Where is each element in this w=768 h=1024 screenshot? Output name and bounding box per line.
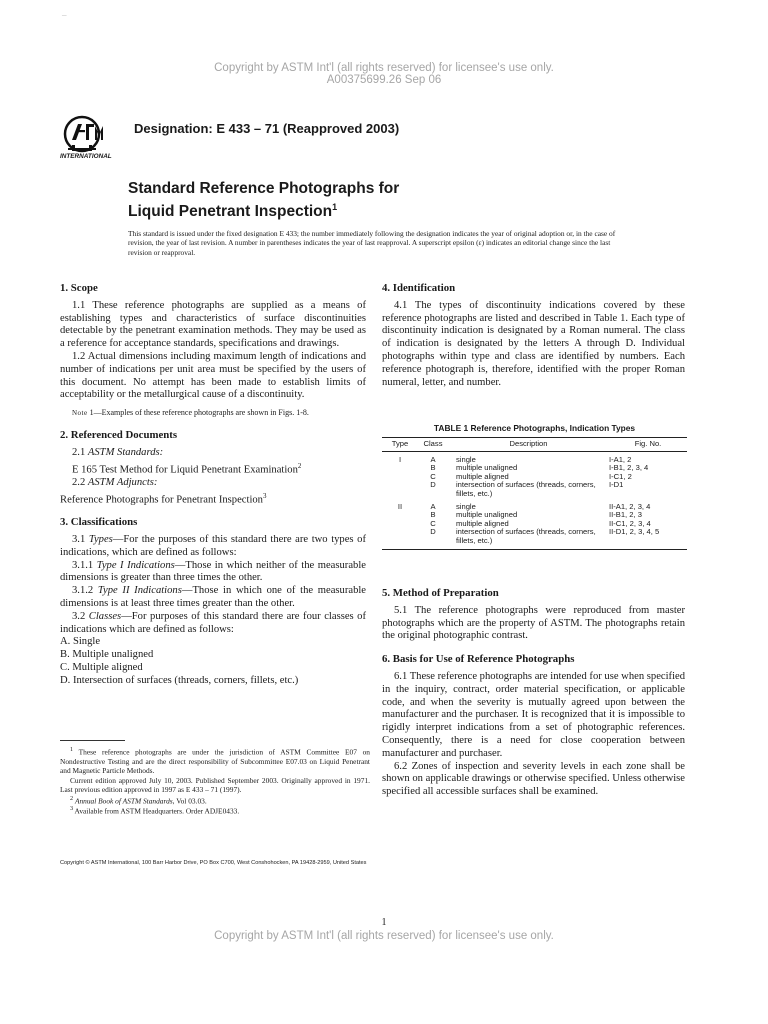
table-cell-description: multiple unaligned (456, 510, 518, 520)
title-line-2-text: Liquid Penetrant Inspection (128, 203, 333, 221)
section-6-2: 6.2 Zones of inspection and severity levels in each zone shall be shown on applicable drawings or otherwise specified. Unless otherwise specified all accessible surfaces shall be examined. (382, 760, 685, 798)
section-2-2 (60, 477, 366, 490)
class-list-item: A. Single (60, 636, 101, 648)
title-line-1: Standard Reference Photographs for (128, 180, 400, 197)
section-3-1-2-num: 3.1.2 (72, 585, 94, 597)
section-2-2-num: 2.2 (72, 477, 86, 489)
reference-e165 (60, 460, 366, 477)
logo-international-text: INTERNATIONAL (60, 153, 112, 160)
left-column (60, 282, 366, 688)
section-3-1-1-term: Type I Indications (96, 559, 175, 571)
reference-adjunct (60, 490, 366, 507)
table-cell-description: multiple aligned (456, 518, 509, 528)
reference-adjunct-sup: 3 (262, 491, 267, 500)
section-4-1: 4.1 The types of discontinuity indications covered by these reference photographs are listed and described in Table 1. Each type of discontinuity indication is designated by a Roman numeral. The class of indication is designated by the letters A through D. Individual photographs within type and class are identified by numbers. Each reference photograph is, therefore, identified with the proper Roman numeral, letter, and number. (382, 299, 685, 388)
title-line-2 (128, 198, 399, 221)
note-text: 1—Examples of these reference photographs are shown in Figs. 1-8. (89, 408, 309, 418)
class-list-item: C. Multiple aligned (60, 661, 143, 673)
table-header-fig: Fig. No. (609, 438, 687, 452)
table-cell-fig: II-C1, 2, 3, 4 (609, 518, 651, 528)
section-1-heading: 1. Scope (60, 282, 98, 294)
section-3-1-2 (60, 585, 366, 611)
table-cell-class: A (430, 501, 436, 511)
table-cell-description: multiple unaligned (456, 463, 518, 473)
section-3-1-2-text: —Those in which one of the measurable dimensions is at least three times greater than the other. (60, 585, 367, 609)
footnote-1 (60, 746, 370, 776)
reference-adjunct-text: Reference Photographs for Penetrant Inspection (60, 494, 263, 506)
note-label: Note (72, 409, 88, 418)
section-3-2 (60, 611, 366, 637)
section-6-heading: 6. Basis for Use of Reference Photographs (382, 653, 575, 666)
section-5-heading: 5. Method of Preparation (382, 587, 499, 599)
copyright-footer: Copyright © ASTM International, 100 Barr Harbor Drive, PO Box C700, West Conshohocken, PA 19428-2959, United States (60, 860, 367, 866)
section-3-1-term: Types (88, 534, 113, 546)
table-cell-fig: II-A1, 2, 3, 4 (609, 501, 651, 511)
table-cell-fig: I-D1 (609, 480, 624, 490)
section-3-2-term: Classes (88, 610, 122, 622)
table-row (382, 528, 687, 549)
watermark-line-2: A00375699.26 Sep 06 (326, 74, 442, 86)
table-cell-description: single (456, 454, 476, 464)
section-3-1-num: 3.1 (72, 534, 86, 546)
intro-paragraph: This standard is issued under the fixed designation E 433; the number immediately following the designation indicates the year of original adoption or, in the case of revision, the year of last revision. A number in parentheses indicates the year of last reapproval. A superscript epsilon (ε) indicates an editorial change since the last revision or reapproval. (128, 229, 616, 257)
section-2-2-title: ASTM Adjuncts: (87, 477, 158, 489)
section-3-heading: 3. Classifications (60, 516, 138, 529)
table-cell-type (382, 511, 418, 520)
section-5-1: 5.1 The reference photographs were reproduced from master photographs which are the property of ASTM. The photographs retain the original photographic contrast. (382, 604, 685, 642)
section-2-heading: 2. Referenced Documents (60, 429, 178, 442)
reference-e165-text: E 165 Test Method for Liquid Penetrant Examination (72, 464, 298, 476)
table-cell-type (382, 481, 418, 498)
section-4-heading: 4. Identification (382, 282, 456, 294)
table-cell-description: intersection of surfaces (threads, corners, fillets, etc.) (456, 480, 596, 498)
footnote-3 (60, 805, 370, 816)
section-3-2-text: —For purposes of this standard there are four classes of indications which are defined as follows: (60, 610, 366, 635)
footnote-divider (60, 740, 125, 741)
section-3-1-text: —For the purposes of this standard there are two types of indications, which are defined as follows: (60, 534, 366, 558)
watermark-line-1: Copyright by ASTM Int'l (all rights reserved) for licensee's use only. (214, 62, 554, 74)
table-cell-class: D (418, 528, 448, 549)
table-cell-fig: I-A1, 2 (609, 454, 632, 464)
section-3-1-1-num: 3.1.1 (72, 559, 94, 571)
section-3-2-num: 3.2 (72, 610, 86, 622)
table-cell-class: B (430, 510, 436, 520)
table-cell-type: I (398, 454, 402, 464)
right-column-top (382, 282, 685, 389)
table-cell-class: D (430, 480, 436, 490)
table-cell-fig: I-B1, 2, 3, 4 (609, 463, 649, 473)
designation: Designation: E 433 – 71 (Reapproved 2003) (134, 121, 400, 136)
table-header-row (382, 438, 687, 452)
section-2-1-title: ASTM Standards: (87, 446, 164, 458)
table-cell-description: single (456, 501, 476, 511)
footnote-2-rest: , Vol 03.03. (172, 795, 207, 805)
section-3-1-2-term: Type II Indications (97, 585, 182, 597)
section-3-1-1-text: —Those in which neither of the measurable dimensions is greater than three times the other. (60, 559, 366, 584)
table-cell-fig: I-C1, 2 (609, 471, 632, 481)
reference-e165-sup: 2 (297, 461, 302, 470)
table-cell-type (382, 464, 418, 473)
class-list-item: D. Intersection of surfaces (threads, corners, fillets, etc.) (60, 674, 299, 686)
astm-logo (60, 114, 124, 164)
section-3-1 (60, 534, 366, 560)
page-number: 1 (381, 917, 387, 928)
table-cell-type (382, 520, 418, 529)
footnote-2-title: Annual Book of ASTM Standards (74, 795, 173, 805)
table-cell-class: C (430, 471, 436, 481)
footnote-1b: Current edition approved July 10, 2003. Published September 2003. Originally approved in 1971. Last previous edition approved in 1997 as E 433 – 71 (1997). (60, 775, 370, 795)
footnote-3-mark: 3 (70, 806, 74, 813)
section-2-1 (60, 447, 366, 460)
table-header-type: Type (382, 438, 418, 452)
footnote-1-mark: 1 (70, 747, 74, 753)
table-header-description: Description (448, 438, 609, 452)
table-cell-type: II (397, 501, 403, 511)
reference-photographs-table (382, 437, 687, 550)
table-cell-class: C (430, 518, 436, 528)
table-row (382, 464, 687, 473)
class-list-item: B. Multiple unaligned (60, 649, 154, 661)
section-6-1: 6.1 These reference photographs are intended for use when specified in the inquiry, contract, order material specification, or applicable code, and when the severity is mutually agreed upon between the manufacturer and the purchaser. It is recognized that it is impossible to rigidly interpret indications from a set of photographic references. Consequently, there is a need for close cooperation between manufacturer and purchaser. (382, 670, 686, 759)
footnote-2-mark: 2 (70, 795, 74, 802)
footnote-1-text: These reference photographs are under the jurisdiction of ASTM Committee E07 on Nondestructive Testing and are the direct responsibility of Subcommittee E07.03 on Liquid Penetrant and Magnetic Particle Methods. (60, 747, 370, 776)
section-1-2: 1.2 Actual dimensions including maximum length of indications and number of indications per unit area must be specified by the users of this document. No attempt has been made to establish limits of acceptability or the metallurgical cause of a discontinuity. (60, 350, 366, 401)
corner-mark: – (62, 10, 67, 20)
section-2-1-num: 2.1 (72, 446, 86, 458)
table-cell-description: multiple aligned (456, 471, 509, 481)
right-column-bottom (382, 587, 685, 799)
table-cell-class: B (430, 463, 436, 473)
page-title (128, 180, 399, 221)
table-cell-type (382, 528, 418, 549)
section-1-1: 1.1 These reference photographs are supplied as a means of establishing types and characteristics of surface discontinuities detectable by the penetrant examination methods. They may be used as a reference for acceptance standards, specifications and drawings. (60, 299, 366, 350)
table-cell-fig: II-D1, 2, 3, 4, 5 (609, 528, 687, 549)
note-1 (60, 408, 366, 418)
title-footnote-ref: 1 (332, 202, 338, 212)
section-3-1-1 (60, 560, 366, 586)
table-title: TABLE 1 Reference Photographs, Indication Types (433, 423, 636, 433)
table-row (382, 481, 687, 498)
footnotes (60, 746, 370, 816)
watermark-bottom: Copyright by ASTM Int'l (all rights reserved) for licensee's use only. (214, 930, 554, 942)
table-cell-type (382, 473, 418, 482)
footnote-2 (60, 795, 370, 806)
table-cell-class: A (430, 454, 436, 464)
table-header-class: Class (418, 438, 448, 452)
table-cell-fig: II-B1, 2, 3 (609, 510, 642, 520)
table-cell-description: intersection of surfaces (threads, corners, fillets, etc.) (448, 528, 609, 549)
watermark-top (0, 62, 768, 86)
footnote-3-text: Available from ASTM Headquarters. Order ADJE0433. (74, 806, 240, 816)
